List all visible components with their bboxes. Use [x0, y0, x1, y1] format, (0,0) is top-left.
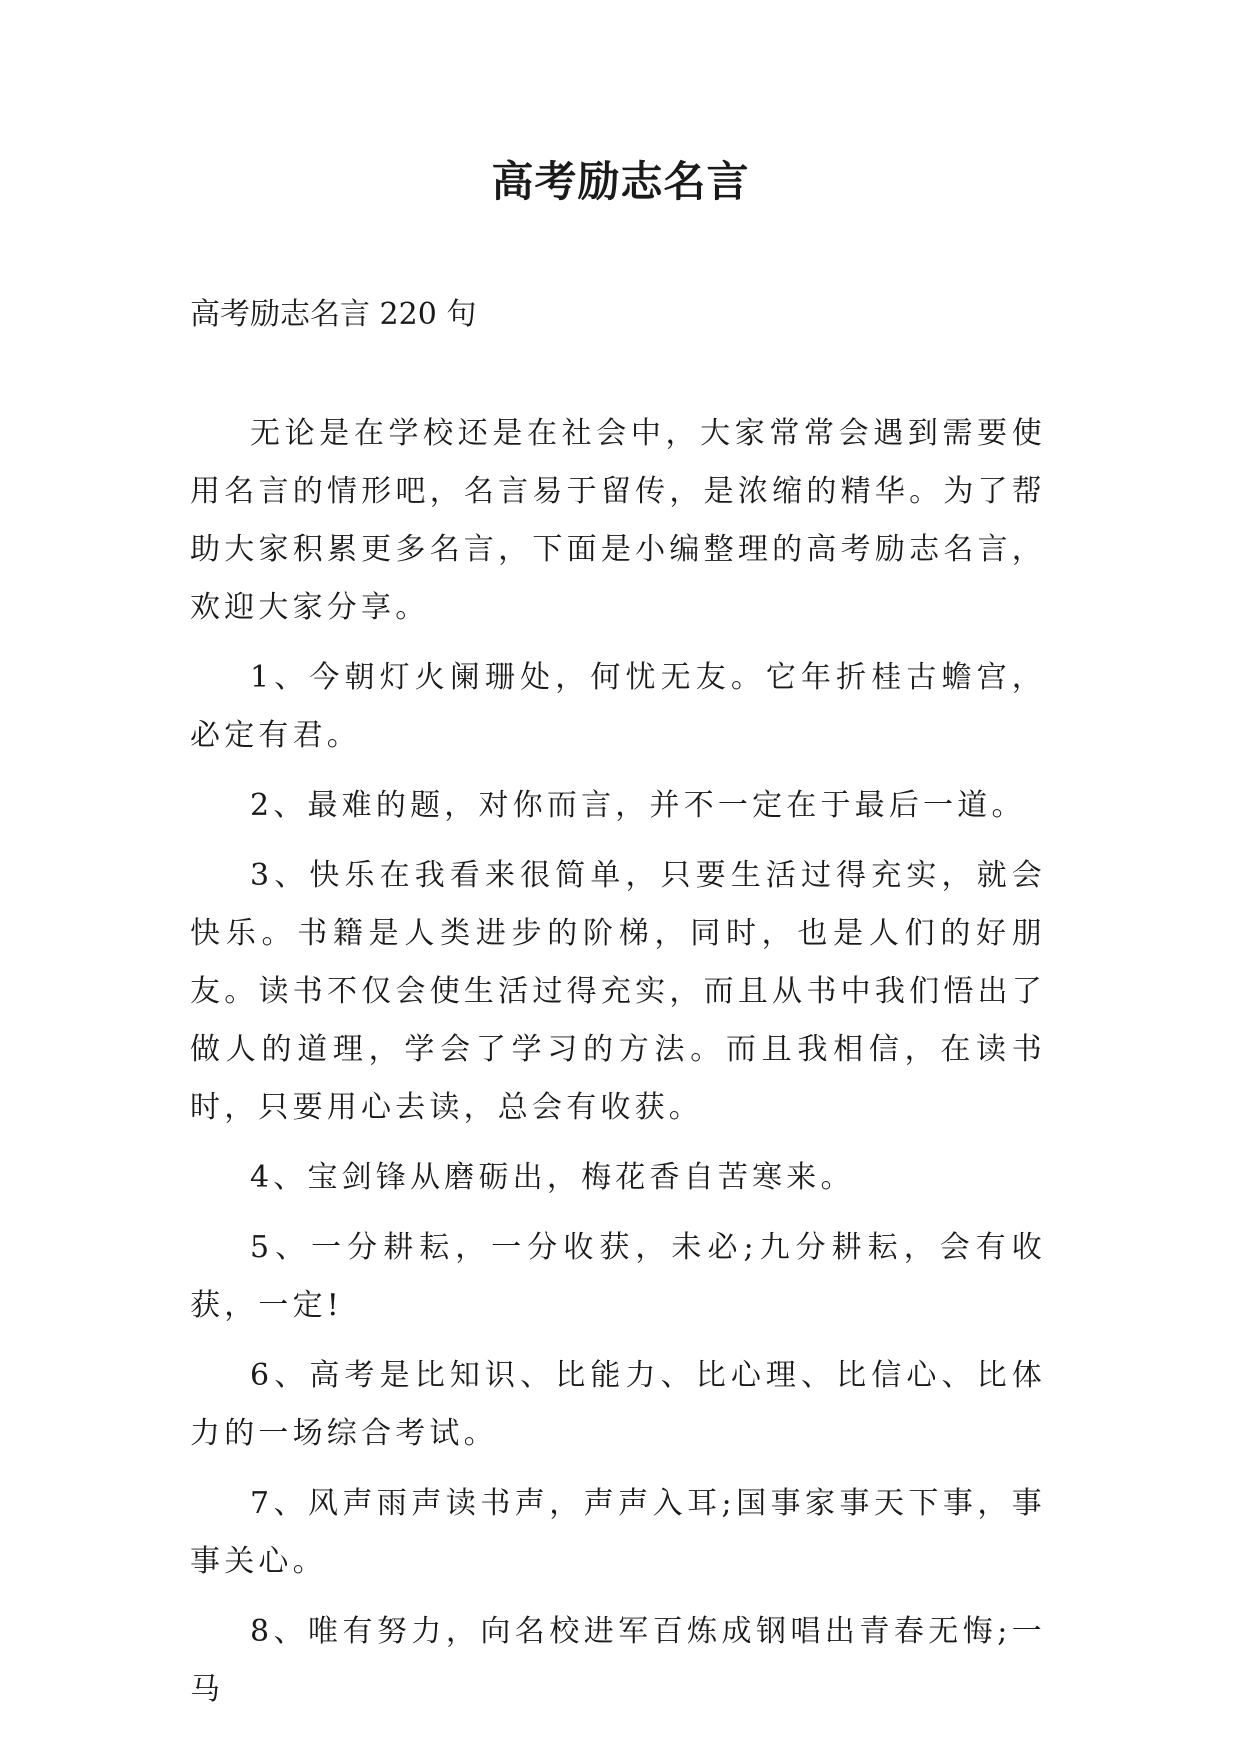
- quote-paragraph: 2、最难的题，对你而言，并不一定在于最后一道。: [250, 788, 1026, 823]
- quote-paragraph: 8、唯有努力，向名校进军百炼成钢唱出青春无悔;一马: [190, 1614, 1046, 1707]
- quote-paragraph: 7、风声雨声读书声，声声入耳;国事家事天下事，事事关心。: [190, 1486, 1046, 1579]
- quote-paragraph: 4、宝剑锋从磨砺出，梅花香自苦寒来。: [250, 1160, 855, 1195]
- quote-paragraph: 6、高考是比知识、比能力、比心理、比信心、比体力的一场综合考试。: [190, 1358, 1046, 1451]
- document-body: [190, 405, 1046, 1731]
- quote-paragraph: 3、快乐在我看来很简单，只要生活过得充实，就会快乐。书籍是人类进步的阶梯，同时，也是人们的好朋友。读书不仅会使生活过得充实，而且从书中我们悟出了做人的道理，学会了学习的方法。而且我相信，在读书时，只要用心去读，总会有收获。: [190, 858, 1046, 1125]
- document-title: 高考励志名言: [491, 157, 750, 206]
- intro-paragraph: 无论是在学校还是在社会中，大家常常会遇到需要使用名言的情形吧，名言易于留传，是浓缩的精华。为了帮助大家积累更多名言，下面是小编整理的高考励志名言，欢迎大家分享。: [190, 416, 1046, 625]
- quote-paragraph: 5、一分耕耘，一分收获，未必;九分耕耘，会有收获，一定!: [190, 1230, 1046, 1323]
- quote-paragraph: 1、今朝灯火阑珊处，何忧无友。它年折桂古蟾宫，必定有君。: [190, 660, 1046, 753]
- document-subtitle: 高考励志名言 220 句: [190, 297, 477, 332]
